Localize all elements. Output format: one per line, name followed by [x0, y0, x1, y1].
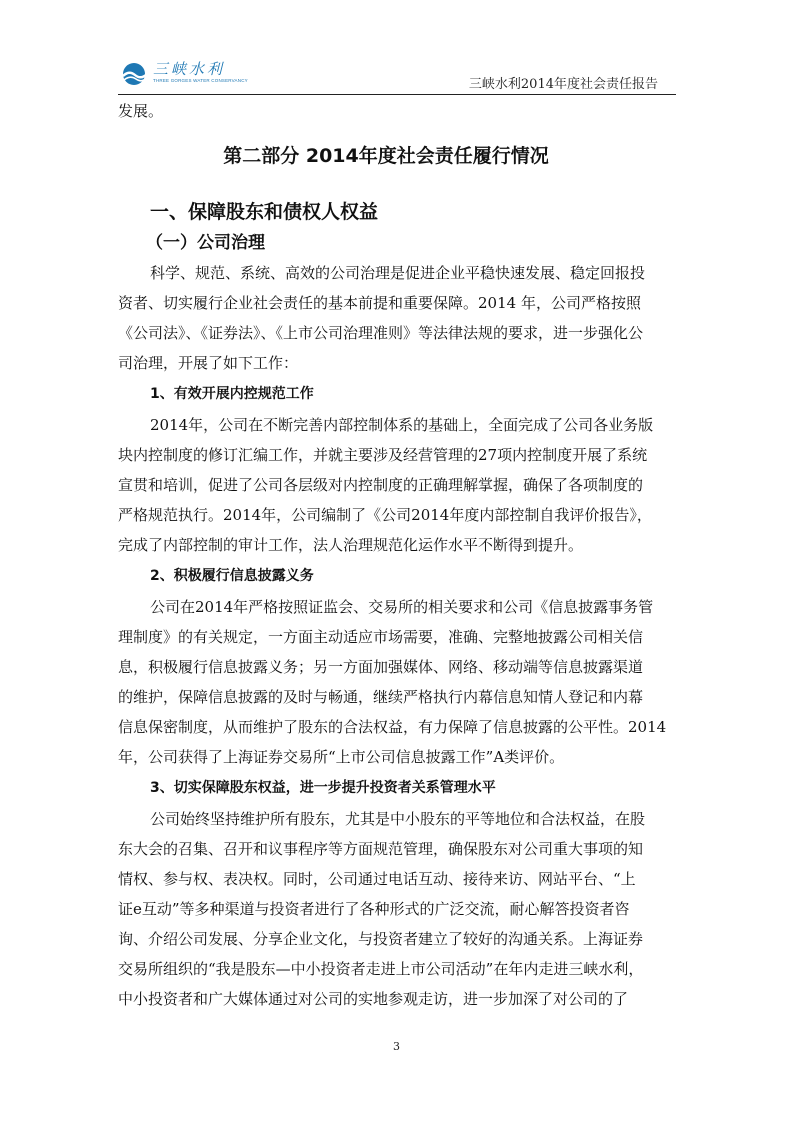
logo-subtitle: THREE GORGES WATER CONSERVANCY — [153, 78, 248, 83]
text-line: 信息保密制度，从而维护了股东的合法权益，有力保障了信息披露的公平性。2014 — [118, 718, 667, 736]
page-header — [118, 52, 676, 95]
paragraph-item2 — [118, 592, 674, 772]
paragraph-item1 — [118, 410, 674, 560]
text-line: 公司在2014年严格按照证监会、交易所的相关要求和公司《信息披露事务管 — [150, 598, 654, 616]
text-line: 公司始终坚持维护所有股东，尤其是中小股东的平等地位和合法权益，在股 — [150, 810, 646, 828]
text-line: 息，积极履行信息披露义务；另一方面加强媒体、网络、移动端等信息披露渠道 — [118, 658, 644, 676]
item-heading: 1、有效开展内控规范工作 — [150, 386, 314, 402]
text-line: 完成了内部控制的审计工作，法人治理规范化运作水平不断得到提升。 — [118, 536, 584, 554]
text-line: 块内控制度的修订汇编工作，并就主要涉及经营管理的27项内控制度开展了系统 — [118, 446, 648, 464]
section-heading: 一、保障股东和债权人权益 — [150, 201, 379, 223]
text-line: 交易所组织的“我是股东—中小投资者走进上市公司活动”在年内走进三峡水利， — [118, 960, 644, 978]
document-body — [118, 96, 674, 1014]
paragraph-item3 — [118, 804, 674, 1014]
subsection-heading: （一）公司治理 — [146, 233, 265, 253]
company-logo — [120, 58, 248, 92]
text-line: 《公司法》、《证券法》、《上市公司治理准则》等法律法规的要求，进一步强化公 — [118, 324, 644, 342]
text-line: 严格规范执行。2014年，公司编制了《公司2014年度内部控制自我评价报告》， — [118, 506, 652, 524]
text-line: 科学、规范、系统、高效的公司治理是促进企业平稳快速发展、稳定回报投 — [150, 264, 646, 282]
text-line: 理制度》的有关规定，一方面主动适应市场需要，准确、完整地披露公司相关信 — [118, 628, 644, 646]
water-wave-logo-icon — [120, 62, 150, 86]
item-heading: 3、切实保障股东权益，进一步提升投资者关系管理水平 — [150, 780, 496, 796]
text-line: 东大会的召集、召开和议事程序等方面规范管理，确保股东对公司重大事项的知 — [118, 840, 644, 858]
text-line: 情权、参与权、表决权。同时，公司通过电话互动、接待来访、网站平台、“上 — [118, 870, 636, 888]
text-line: 宣贯和培训，促进了公司各层级对内控制度的正确理解掌握，确保了各项制度的 — [118, 476, 644, 494]
intro-line: 发展。 — [118, 102, 164, 120]
paragraph-governance — [118, 258, 674, 378]
text-line: 司治理，开展了如下工作： — [118, 354, 299, 372]
logo-name: 三峡水利 — [153, 60, 226, 78]
text-line: 年，公司获得了上海证券交易所“上市公司信息披露工作”A类评价。 — [118, 748, 565, 766]
text-line: 2014年，公司在不断完善内部控制体系的基础上，全面完成了公司各业务版 — [150, 416, 654, 434]
text-line: 询、介绍公司发展、分享企业文化，与投资者建立了较好的沟通关系。上海证券 — [118, 930, 644, 948]
text-line: 中小投资者和广大媒体通过对公司的实地参观走访，进一步加深了对公司的了 — [118, 990, 629, 1008]
item-heading: 2、积极履行信息披露义务 — [150, 568, 314, 584]
page-number: 3 — [393, 1040, 400, 1053]
text-line: 证e互动”等多种渠道与投资者进行了各种形式的广泛交流，耐心解答投资者咨 — [118, 900, 630, 918]
text-line: 资者、切实履行企业社会责任的基本前提和重要保障。2014 年，公司严格按照 — [118, 294, 641, 312]
report-title: 三峡水利2014年度社会责任报告 — [468, 77, 658, 92]
text-line: 的维护，保障信息披露的及时与畅通，继续严格执行内幕信息知情人登记和内幕 — [118, 688, 644, 706]
part-title: 第二部分 2014年度社会责任履行情况 — [223, 145, 549, 167]
